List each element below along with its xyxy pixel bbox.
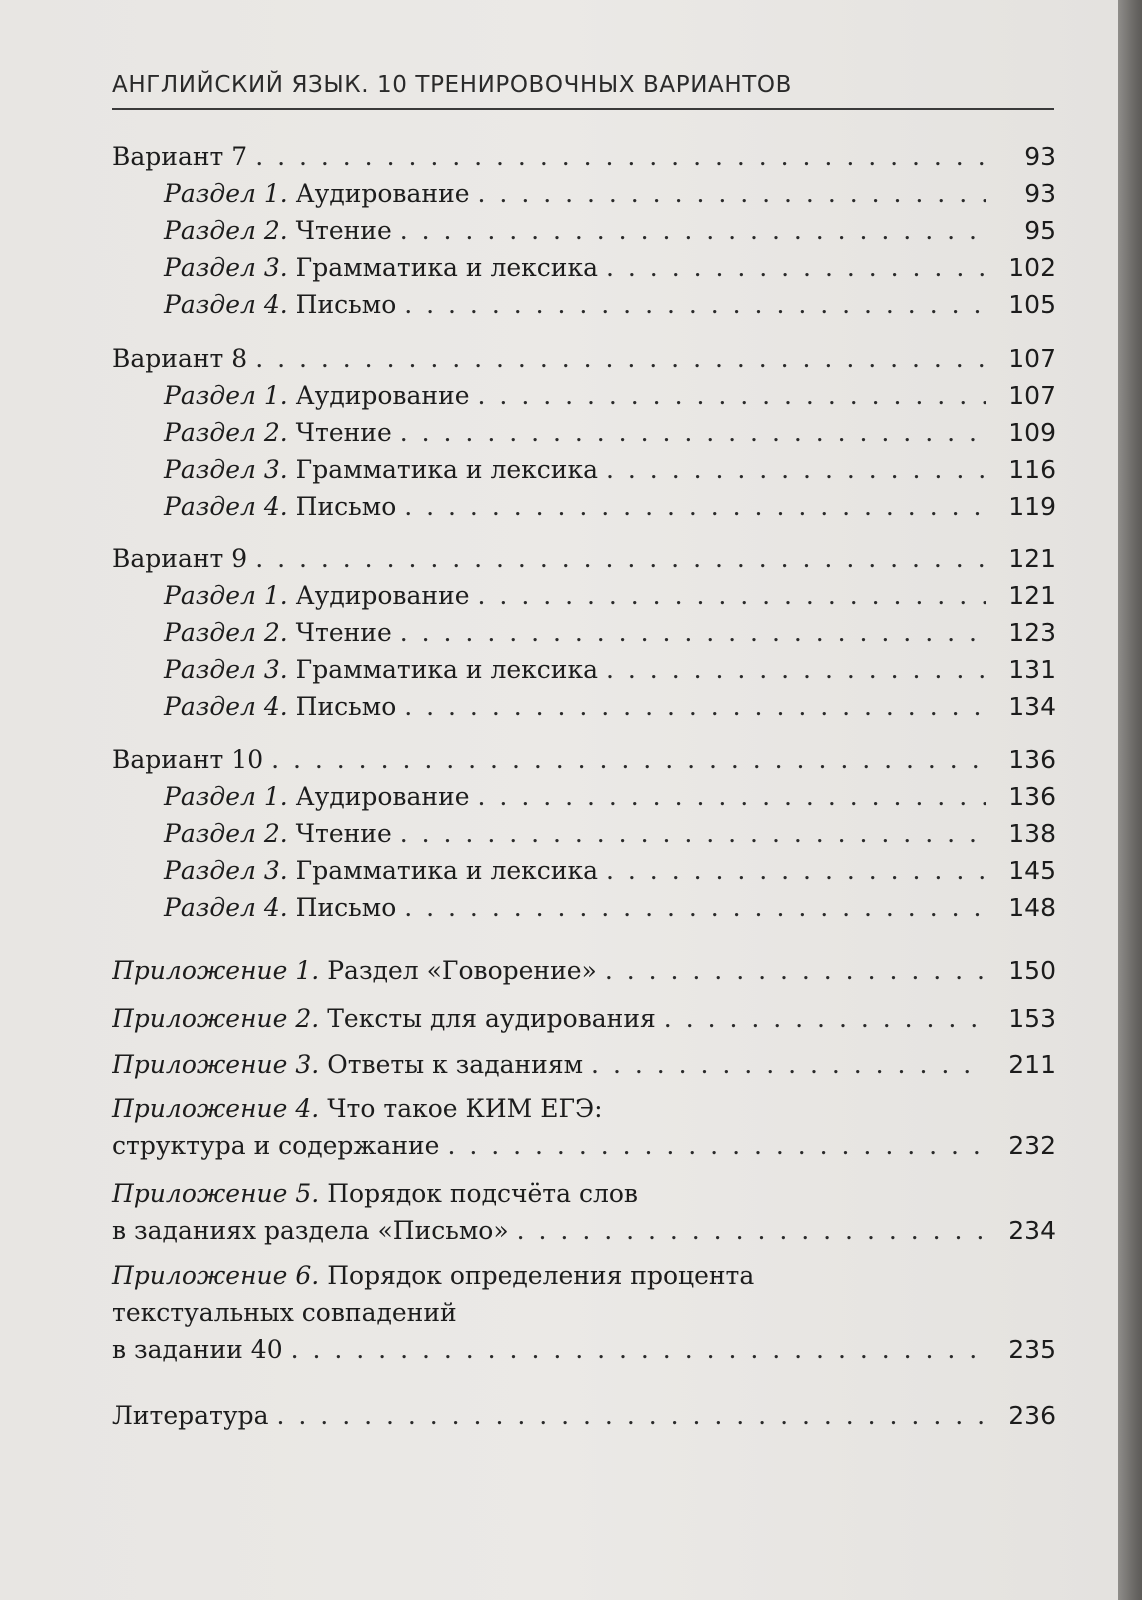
- toc-section-row: [112, 889, 1056, 926]
- toc-entry-italic-prefix: Приложение 1.: [112, 956, 320, 985]
- toc-entry-text: Чтение: [295, 618, 392, 647]
- toc-appendix-row: [112, 1331, 1056, 1368]
- toc-entry-text: Аудирование: [295, 381, 470, 410]
- leader-dots: [271, 741, 986, 778]
- leader-dots: [606, 651, 986, 688]
- leader-dots: [255, 340, 986, 377]
- leader-dots: [447, 1127, 986, 1164]
- toc-entry-text: Литература: [112, 1401, 269, 1430]
- toc-section-row: [112, 577, 1056, 614]
- toc-entry-text: Тексты для аудирования: [327, 1004, 656, 1033]
- toc-section-row: [112, 852, 1056, 889]
- toc-entry-label: [112, 1397, 986, 1434]
- toc-section-row: [112, 377, 1056, 414]
- toc-appendix-row: [112, 1127, 1056, 1164]
- page-number: 235: [1008, 1335, 1056, 1364]
- page-number: 109: [1008, 418, 1056, 447]
- toc-entry-text: текстуальных совпадений: [112, 1298, 457, 1327]
- toc-section-row: [112, 488, 1056, 525]
- page-number: 105: [1008, 290, 1056, 319]
- leader-dots: [404, 488, 986, 525]
- toc-entry-italic-prefix: Раздел 1.: [164, 381, 288, 410]
- toc-variant-row: [112, 741, 1056, 778]
- toc-entry-text: Чтение: [295, 418, 392, 447]
- page-number: 134: [1008, 692, 1056, 721]
- toc-entry-label: [112, 1000, 986, 1037]
- toc-literature-row: [112, 1397, 1056, 1434]
- toc-entry-text: Аудирование: [295, 179, 470, 208]
- toc-entry-italic-prefix: Раздел 1.: [164, 581, 288, 610]
- toc-entry-label: [112, 1212, 986, 1249]
- toc-section-row: [112, 286, 1056, 323]
- toc-section-row: [112, 614, 1056, 651]
- toc-entry-label: [112, 852, 986, 889]
- leader-dots: [605, 952, 986, 989]
- toc-entry-label: [112, 577, 986, 614]
- toc-entry-italic-prefix: Раздел 4.: [164, 290, 288, 319]
- page-number: 102: [1008, 253, 1056, 282]
- leader-dots: [400, 815, 986, 852]
- page-number: 148: [1008, 893, 1056, 922]
- toc-entry-label: [112, 540, 986, 577]
- toc-entry-text: Аудирование: [295, 782, 470, 811]
- toc-entry-text: Грамматика и лексика: [295, 455, 599, 484]
- toc-entry-label: [112, 451, 986, 488]
- toc-entry-italic-prefix: Раздел 4.: [164, 492, 288, 521]
- toc-entry-text: Аудирование: [295, 581, 470, 610]
- toc-section-row: [112, 651, 1056, 688]
- toc-entry-text: Раздел «Говорение»: [327, 956, 597, 985]
- page-number: 236: [1008, 1401, 1056, 1430]
- toc-appendix-row: [112, 1212, 1056, 1249]
- toc-appendix-line: [112, 1090, 1056, 1127]
- toc-entry-italic-prefix: Раздел 2.: [164, 216, 288, 245]
- page-number: 136: [1008, 782, 1056, 811]
- toc-entry-label: [112, 414, 986, 451]
- toc-entry-label: [112, 1046, 986, 1083]
- toc-entry-italic-prefix: Раздел 1.: [164, 782, 288, 811]
- leader-dots: [478, 175, 986, 212]
- toc-section-row: [112, 451, 1056, 488]
- toc-entry-text: структура и содержание: [112, 1131, 440, 1160]
- page-number: 150: [1008, 956, 1056, 985]
- toc-entry-label: [112, 175, 986, 212]
- toc-entry-italic-prefix: Приложение 6.: [112, 1261, 320, 1290]
- toc-section-row: [112, 688, 1056, 725]
- toc-entry-label: [112, 952, 986, 989]
- toc-entry-text: Вариант 9: [112, 544, 248, 573]
- toc-appendix-line: [112, 1294, 1056, 1331]
- header-rule: [112, 108, 1054, 110]
- leader-dots: [478, 778, 986, 815]
- toc-entry-label: [112, 651, 986, 688]
- page-number: 107: [1008, 381, 1056, 410]
- page-number: 232: [1008, 1131, 1056, 1160]
- toc-appendix-row: [112, 1046, 1056, 1083]
- toc-variant-row: [112, 540, 1056, 577]
- toc-section-row: [112, 175, 1056, 212]
- toc-entry-italic-prefix: Раздел 3.: [164, 253, 288, 282]
- toc-entry-text: Ответы к заданиям: [327, 1050, 584, 1079]
- toc-entry-text: Что такое КИМ ЕГЭ:: [327, 1094, 603, 1123]
- leader-dots: [606, 852, 986, 889]
- leader-dots: [606, 451, 986, 488]
- page-number: 119: [1008, 492, 1056, 521]
- toc-appendix-line: [112, 1257, 1056, 1294]
- toc-section-row: [112, 414, 1056, 451]
- toc-entry-text: Порядок определения процента: [327, 1261, 755, 1290]
- leader-dots: [291, 1331, 986, 1368]
- toc-variant-row: [112, 340, 1056, 377]
- toc-entry-label: [112, 688, 986, 725]
- toc-section-row: [112, 815, 1056, 852]
- toc-entry-text: Чтение: [295, 819, 392, 848]
- leader-dots: [591, 1046, 986, 1083]
- leader-dots: [277, 1397, 986, 1434]
- leader-dots: [664, 1000, 986, 1037]
- toc-entry-text: в заданиях раздела «Письмо»: [112, 1216, 509, 1245]
- toc-entry-label: [112, 815, 986, 852]
- toc-entry-italic-prefix: Раздел 3.: [164, 856, 288, 885]
- toc-entry-text: Вариант 7: [112, 142, 248, 171]
- toc-section-row: [112, 249, 1056, 286]
- page-number: 121: [1008, 544, 1056, 573]
- page-number: 153: [1008, 1004, 1056, 1033]
- toc-entry-text: Грамматика и лексика: [295, 856, 599, 885]
- toc-entry-italic-prefix: Раздел 3.: [164, 655, 288, 684]
- page-number: 95: [1024, 216, 1056, 245]
- toc-appendix-line: [112, 1175, 1056, 1212]
- toc-entry-italic-prefix: Приложение 4.: [112, 1094, 320, 1123]
- leader-dots: [400, 414, 986, 451]
- leader-dots: [404, 889, 986, 926]
- toc-entry-text: Чтение: [295, 216, 392, 245]
- toc-entry-label: [112, 488, 986, 525]
- toc-entry-text: Письмо: [295, 692, 397, 721]
- toc-entry-label: [112, 377, 986, 414]
- toc-entry-italic-prefix: Приложение 5.: [112, 1179, 320, 1208]
- toc-entry-label: [112, 212, 986, 249]
- toc-entry-italic-prefix: Раздел 1.: [164, 179, 288, 208]
- page-edge-shadow: [1118, 0, 1142, 1600]
- toc-entry-label: [112, 614, 986, 651]
- toc-entry-label: [112, 1331, 986, 1368]
- leader-dots: [478, 577, 986, 614]
- running-header: АНГЛИЙСКИЙ ЯЗЫК. 10 ТРЕНИРОВОЧНЫХ ВАРИАНТОВ: [112, 72, 792, 98]
- toc-entry-italic-prefix: Раздел 2.: [164, 418, 288, 447]
- toc-entry-text: Грамматика и лексика: [295, 253, 599, 282]
- toc-section-row: [112, 778, 1056, 815]
- toc-entry-label: [112, 138, 986, 175]
- toc-entry-label: [112, 778, 986, 815]
- page-number: 107: [1008, 344, 1056, 373]
- page-number: 145: [1008, 856, 1056, 885]
- toc-entry-label: [112, 340, 986, 377]
- toc-entry-text: Грамматика и лексика: [295, 655, 599, 684]
- page-number: 116: [1008, 455, 1056, 484]
- toc-entry-italic-prefix: Раздел 4.: [164, 692, 288, 721]
- leader-dots: [478, 377, 986, 414]
- toc-entry-text: Порядок подсчёта слов: [327, 1179, 638, 1208]
- page-number: 211: [1008, 1050, 1056, 1079]
- leader-dots: [404, 688, 986, 725]
- toc-entry-italic-prefix: Раздел 2.: [164, 618, 288, 647]
- page-number: 93: [1024, 142, 1056, 171]
- toc-entry-italic-prefix: Приложение 3.: [112, 1050, 320, 1079]
- toc-entry-label: [112, 741, 986, 778]
- leader-dots: [606, 249, 986, 286]
- leader-dots: [400, 614, 986, 651]
- toc-entry-label: [112, 1127, 986, 1164]
- toc-entry-text: Вариант 10: [112, 745, 264, 774]
- page-number: 121: [1008, 581, 1056, 610]
- toc-appendix-row: [112, 1000, 1056, 1037]
- leader-dots: [255, 540, 986, 577]
- page-number: 138: [1008, 819, 1056, 848]
- leader-dots: [255, 138, 986, 175]
- toc-section-row: [112, 212, 1056, 249]
- toc-entry-italic-prefix: Раздел 2.: [164, 819, 288, 848]
- toc-entry-label: [112, 889, 986, 926]
- page-number: 234: [1008, 1216, 1056, 1245]
- leader-dots: [404, 286, 986, 323]
- page-number: 131: [1008, 655, 1056, 684]
- page-number: 136: [1008, 745, 1056, 774]
- toc-entry-italic-prefix: Приложение 2.: [112, 1004, 320, 1033]
- toc-variant-row: [112, 138, 1056, 175]
- toc-entry-italic-prefix: Раздел 4.: [164, 893, 288, 922]
- toc-entry-text: Письмо: [295, 290, 397, 319]
- toc-appendix-row: [112, 952, 1056, 989]
- toc-entry-text: в задании 40: [112, 1335, 283, 1364]
- leader-dots: [517, 1212, 986, 1249]
- toc-entry-italic-prefix: Раздел 3.: [164, 455, 288, 484]
- page-number: 123: [1008, 618, 1056, 647]
- leader-dots: [400, 212, 986, 249]
- toc-entry-text: Письмо: [295, 893, 397, 922]
- page-number: 93: [1024, 179, 1056, 208]
- toc-entry-label: [112, 249, 986, 286]
- toc-entry-text: Письмо: [295, 492, 397, 521]
- toc-entry-label: [112, 286, 986, 323]
- toc-entry-text: Вариант 8: [112, 344, 248, 373]
